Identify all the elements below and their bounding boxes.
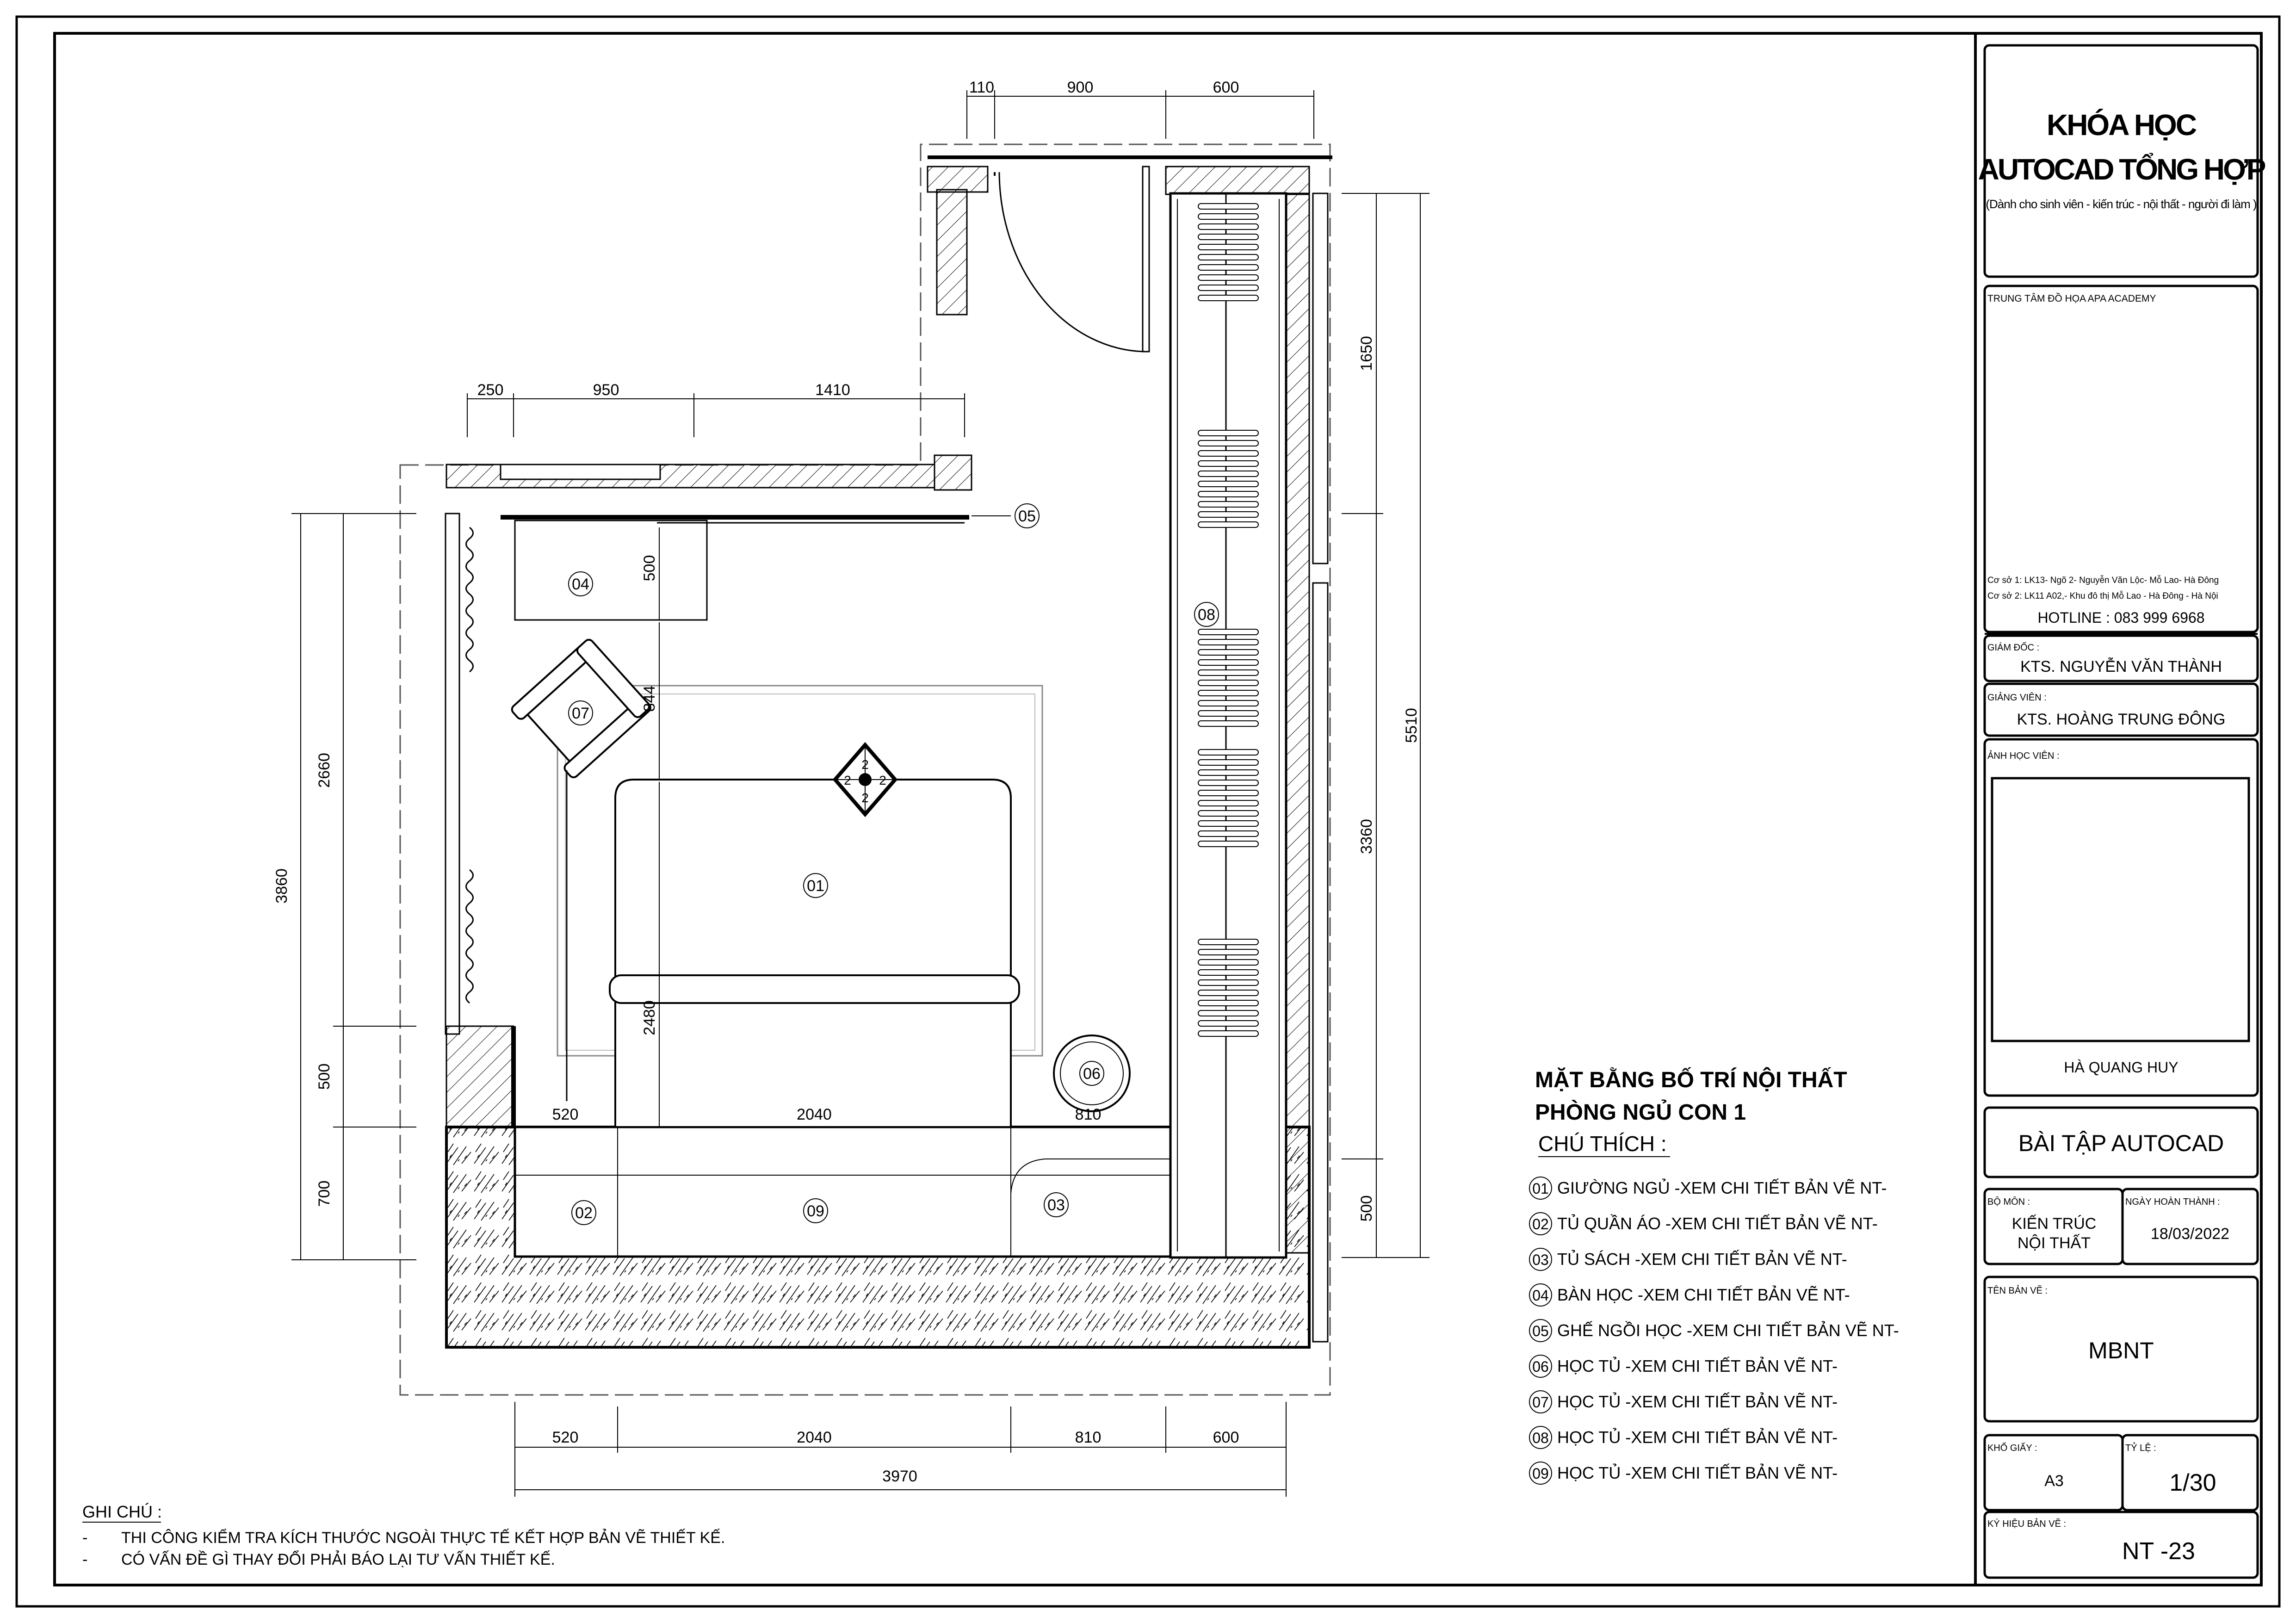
paper: A3: [2044, 1472, 2064, 1490]
wardrobe-slat: [1198, 970, 1258, 975]
course-title-1: KHÓA HỌC: [2046, 108, 2196, 142]
wardrobe-slat: [1198, 680, 1258, 686]
plan-title-1: MẶT BẰNG BỐ TRÍ NỘI THẤT: [1535, 1068, 1847, 1092]
wardrobe-slat: [1198, 811, 1258, 816]
code-label: KÝ HIỆU BẢN VẼ :: [1987, 1519, 2067, 1529]
dim-top-600: 600: [1213, 79, 1239, 96]
wall-corridor-left: [937, 190, 967, 315]
wardrobe-slat: [1198, 629, 1258, 635]
elev-e: 2: [879, 773, 886, 787]
wall-left-lower: [446, 1026, 514, 1127]
scale: 1/30: [2169, 1469, 2216, 1496]
wardrobe-slat: [1198, 204, 1258, 209]
wall-right: [1286, 193, 1309, 1253]
legend-item-text: GIƯỜNG NGỦ -XEM CHI TIẾT BẢN VẼ NT-: [1557, 1178, 1887, 1197]
wardrobe-slat: [1198, 1021, 1258, 1026]
legend-item-text: HỌC TỦ -XEM CHI TIẾT BẢN VẼ NT-: [1557, 1357, 1838, 1375]
inner-border: [55, 33, 2261, 1585]
plan-title-2: PHÒNG NGỦ CON 1: [1535, 1100, 1746, 1125]
dim-right-1650: 1650: [1358, 336, 1375, 371]
address-1: Cơ sở 1: LK13- Ngõ 2- Nguyễn Văn Lộc- Mỗ Lao- Hà Đông: [1987, 576, 2219, 585]
wardrobe-slat: [1198, 224, 1258, 229]
wardrobe-slat: [1198, 502, 1258, 507]
student-photo-label: ẢNH HỌC VIÊN :: [1987, 751, 2060, 761]
tag-02: 02: [575, 1204, 593, 1222]
legend-item-text: TỦ QUẦN ÁO -XEM CHI TIẾT BẢN VẼ NT-: [1557, 1214, 1878, 1233]
wardrobe-slat: [1198, 831, 1258, 836]
tag-05: 05: [1018, 508, 1036, 525]
tag-04: 04: [572, 576, 589, 593]
title-block: [1978, 45, 2265, 1578]
date: 18/03/2022: [2150, 1225, 2230, 1243]
wardrobe-slat: [1198, 949, 1258, 955]
legend-item-text: BÀN HỌC -XEM CHI TIẾT BẢN VẼ NT-: [1557, 1285, 1850, 1304]
dim-in-2480: 2480: [641, 1000, 658, 1035]
legend-item-number: 04: [1532, 1287, 1549, 1304]
wardrobe-slat: [1198, 790, 1258, 796]
lecturer-name: KTS. HOÀNG TRUNG ĐÔNG: [2017, 711, 2226, 728]
subject-1: KIẾN TRÚC: [2011, 1215, 2097, 1233]
wardrobe-slat: [1198, 1031, 1258, 1036]
legend-item-number: 06: [1532, 1358, 1549, 1375]
wardrobe-slat: [1198, 522, 1258, 527]
dim-bot-2040: 2040: [797, 1429, 832, 1446]
dim-mid-1410: 1410: [815, 381, 850, 399]
dim-right-500: 500: [1358, 1195, 1375, 1222]
legend-item-number: 08: [1532, 1430, 1549, 1446]
notes-item-2: CÓ VẤN ĐỀ GÌ THAY ĐỔI PHẢI BÁO LẠI TƯ VẤN THIẾT KẾ.: [121, 1551, 555, 1568]
wardrobe-slat: [1198, 711, 1258, 716]
wardrobe-slat: [1198, 440, 1258, 446]
student-name: HÀ QUANG HUY: [2064, 1059, 2178, 1076]
wardrobe-slat: [1198, 1010, 1258, 1016]
legend-list: [1529, 1177, 1899, 1484]
legend-item-number: 07: [1532, 1394, 1549, 1411]
course-title-2: AUTOCAD TỔNG HỢP: [1978, 153, 2265, 186]
drawing-name-label: TÊN BẢN VẼ :: [1987, 1286, 2048, 1296]
elev-n: 2: [861, 757, 869, 772]
tag-06: 06: [1083, 1065, 1101, 1083]
legend-heading: CHÚ THÍCH :: [1538, 1132, 1667, 1156]
wardrobe-slat: [1198, 481, 1258, 487]
wardrobe-slat: [1198, 690, 1258, 696]
legend-item-text: HỌC TỦ -XEM CHI TIẾT BẢN VẼ NT-: [1557, 1428, 1838, 1447]
wardrobe-slat: [1198, 254, 1258, 260]
wardrobe-slat: [1198, 939, 1258, 945]
legend-item-text: HỌC TỦ -XEM CHI TIẾT BẢN VẼ NT-: [1557, 1392, 1838, 1411]
legend-item-text: HỌC TỦ -XEM CHI TIẾT BẢN VẼ NT-: [1557, 1463, 1838, 1482]
legend-item-number: 01: [1532, 1180, 1549, 1197]
notes-item-1: THI CÔNG KIỂM TRA KÍCH THƯỚC NGOÀI THỰC TẾ KẾT HỢP BẢN VẼ THIẾT KẾ.: [121, 1529, 725, 1547]
legend-item-number: 09: [1532, 1465, 1549, 1482]
wardrobe-slat: [1198, 265, 1258, 270]
dim-in-844: 844: [641, 685, 658, 712]
tag-03: 03: [1047, 1196, 1065, 1214]
tag-07: 07: [572, 705, 589, 722]
wardrobe-slat: [1198, 234, 1258, 240]
tag-08: 08: [1198, 606, 1215, 624]
dim-bot-600: 600: [1213, 1429, 1239, 1446]
dim-mid-950: 950: [593, 381, 619, 399]
wall-corridor-stub: [928, 167, 988, 192]
director-label: GIÁM ĐỐC :: [1987, 643, 2040, 653]
curtain-lower: [466, 870, 473, 1003]
wardrobe-slat: [1198, 780, 1258, 786]
desk-04: [515, 520, 707, 620]
wardrobe-slat: [1198, 650, 1258, 655]
hotline: HOTLINE : 083 999 6968: [2037, 609, 2205, 626]
code: NT -23: [2122, 1538, 2195, 1565]
dim-left-3860: 3860: [273, 868, 291, 904]
assignment: BÀI TẬP AUTOCAD: [2018, 1130, 2224, 1156]
wardrobe-slat: [1198, 295, 1258, 301]
wall-right-outer: [1313, 193, 1328, 564]
wardrobe-slat: [1198, 430, 1258, 436]
dim-in-810: 810: [1075, 1106, 1102, 1123]
wardrobe-slat: [1198, 721, 1258, 726]
wardrobe-slat: [1198, 750, 1258, 755]
door-swing: [999, 172, 1145, 352]
legend-item-text: TỦ SÁCH -XEM CHI TIẾT BẢN VẼ NT-: [1557, 1250, 1847, 1269]
legend-item-number: 02: [1532, 1216, 1549, 1233]
dim-right-5510: 5510: [1403, 708, 1420, 743]
wardrobe-slat: [1198, 639, 1258, 645]
dim-top-900: 900: [1067, 79, 1094, 96]
wardrobe-slat: [1198, 451, 1258, 456]
address-2: Cơ sở 2: LK11 A02,- Khu đô thị Mỗ Lao - Hà Đông - Hà Nội: [1987, 591, 2218, 601]
dim-in-2040: 2040: [797, 1106, 832, 1123]
course-subtitle: (Dành cho sinh viên - kiến trúc - nội thất - người đi làm ): [1986, 197, 2257, 211]
student-photo-frame: [1992, 778, 2249, 1041]
wardrobe-slat: [1198, 461, 1258, 466]
wardrobe-slat: [1198, 214, 1258, 219]
wardrobe-slat: [1198, 471, 1258, 477]
wardrobe-slat: [1198, 512, 1258, 517]
dim-in-520: 520: [552, 1106, 579, 1123]
dim-left-700: 700: [316, 1180, 333, 1207]
wardrobe-slat: [1198, 275, 1258, 280]
window-top: [501, 465, 660, 479]
subject-label: BỘ MÔN :: [1987, 1197, 2030, 1207]
notes-bullet-2: -: [82, 1551, 88, 1568]
dim-bot-810: 810: [1075, 1429, 1102, 1446]
dim-in-500: 500: [641, 555, 658, 582]
wardrobe-slat: [1198, 491, 1258, 497]
bed-01: [615, 780, 1011, 1127]
dim-left-500: 500: [316, 1063, 333, 1090]
dim-mid-250: 250: [477, 381, 504, 399]
notes-bullet-1: -: [82, 1529, 88, 1547]
door-frame: [1143, 167, 1149, 352]
wardrobe-slat: [1198, 285, 1258, 291]
paper-label: KHỔ GIẤY :: [1987, 1443, 2037, 1453]
cabinet-run: [515, 1127, 1170, 1257]
wardrobe-slat: [1198, 960, 1258, 965]
dim-bot-520: 520: [552, 1429, 579, 1446]
wardrobe-slat: [1198, 800, 1258, 806]
wardrobe-slat: [1198, 244, 1258, 250]
bed-pillow: [610, 975, 1019, 1003]
legend-item-text: GHẾ NGỒI HỌC -XEM CHI TIẾT BẢN VẼ NT-: [1557, 1321, 1899, 1340]
wardrobe-slat: [1198, 760, 1258, 765]
date-label: NGÀY HOÀN THÀNH :: [2125, 1197, 2220, 1207]
wardrobe-slat: [1198, 770, 1258, 775]
wardrobe-slat: [1198, 700, 1258, 706]
tag-01: 01: [807, 877, 824, 895]
wardrobe-slat: [1198, 990, 1258, 996]
notes-heading: GHI CHÚ :: [82, 1502, 162, 1521]
wall-right-outer-2: [1313, 583, 1328, 1342]
dim-top-110: 110: [969, 79, 995, 96]
subject-2: NỘI THẤT: [2017, 1234, 2091, 1252]
center-name: TRUNG TÂM ĐỒ HỌA APA ACADEMY: [1987, 293, 2156, 304]
lecturer-label: GIẢNG VIÊN :: [1987, 693, 2047, 703]
director-name: KTS. NGUYỄN VĂN THÀNH: [2020, 658, 2222, 675]
elev-w: 2: [844, 773, 851, 787]
wardrobe-slat: [1198, 841, 1258, 847]
plan-legend: [1529, 1067, 1899, 1484]
legend-item-number: 05: [1532, 1323, 1549, 1339]
wall-top-right: [1166, 167, 1309, 194]
dim-left-2660: 2660: [316, 753, 333, 788]
wall-left-upper: [446, 514, 459, 1034]
dim-bot-3970: 3970: [882, 1468, 917, 1485]
scale-label: TỶ LỆ :: [2125, 1443, 2156, 1453]
wall-top-inner: [934, 455, 972, 490]
wardrobe-slat: [1198, 670, 1258, 675]
legend-item-number: 03: [1532, 1251, 1549, 1268]
notes: [82, 1502, 725, 1568]
wardrobe-slat: [1198, 660, 1258, 665]
wardrobe-slat: [1198, 1000, 1258, 1006]
wardrobe-slat: [1198, 821, 1258, 826]
drawing-name: MBNT: [2088, 1338, 2154, 1363]
wardrobe-slat: [1198, 980, 1258, 985]
dim-right-3360: 3360: [1358, 819, 1375, 854]
curtain-upper: [466, 527, 473, 672]
floor-plan: [273, 79, 1430, 1497]
elev-s: 2: [861, 791, 869, 805]
tag-09: 09: [807, 1202, 824, 1220]
